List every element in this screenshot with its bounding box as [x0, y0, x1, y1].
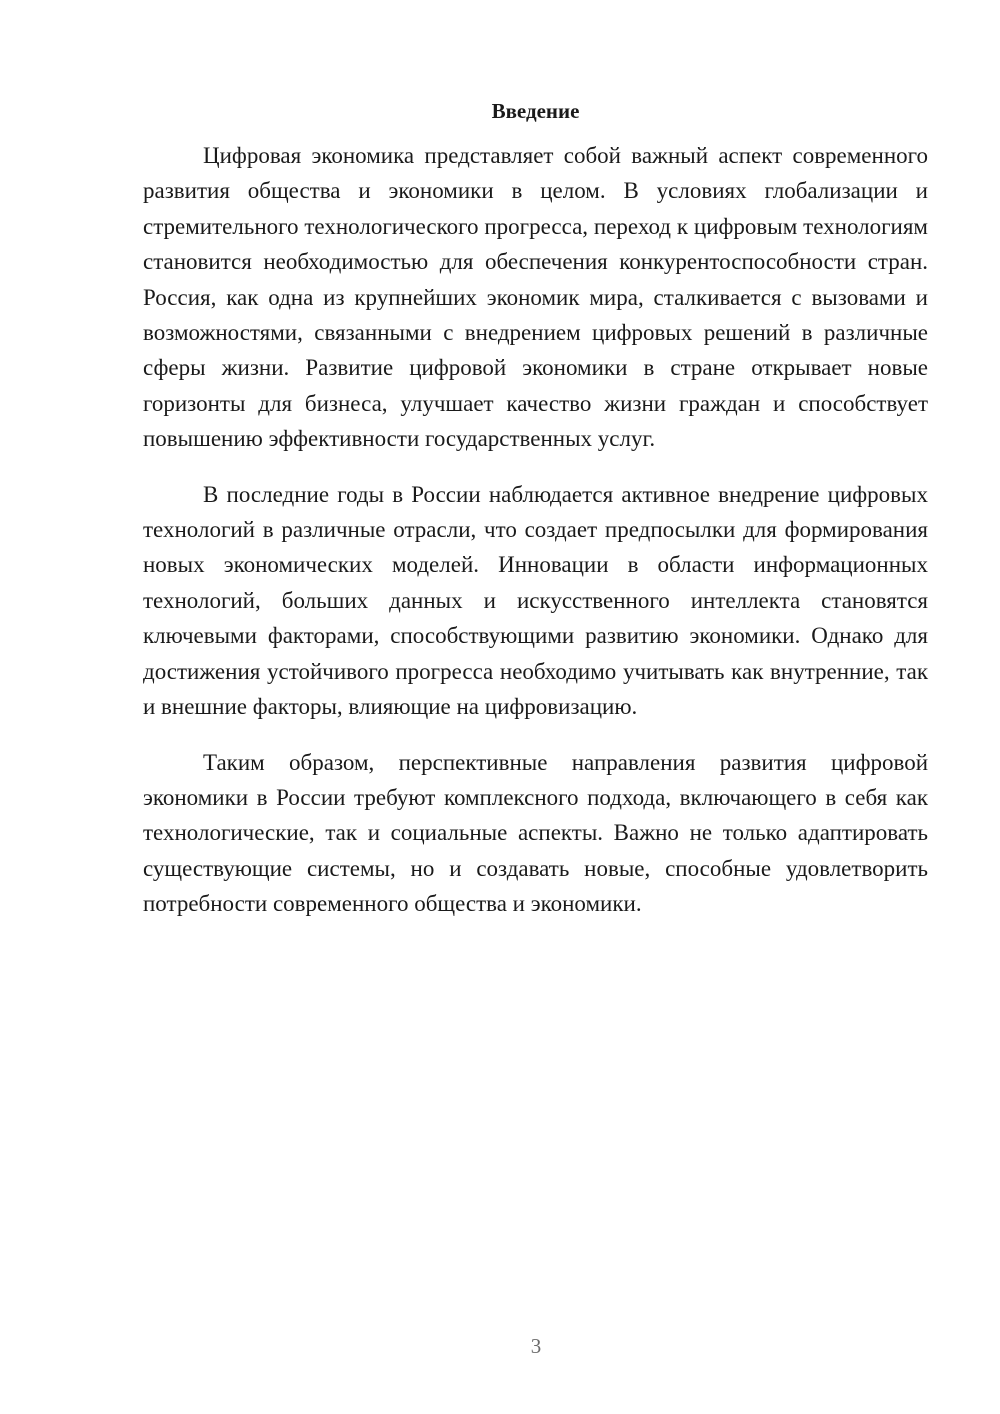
paragraph-2: В последние годы в России наблюдается активное внедрение цифровых технологий в различные отрасли, что создает предпосылки для формирования новых экономических моделей. Инновации в области информационных технологий, больших данных и искусственного интеллекта становятся ключевыми факторами, способствующими развитию экономики. Однако для достижения устойчивого прогресса необходимо учитывать как внутренние, так и внешние факторы, влияющие на цифровизацию.	[143, 481, 928, 720]
paragraph-3: Таким образом, перспективные направления развития цифровой экономики в России требуют комплексного подхода, включающего в себя как технологические, так и социальные аспекты. Важно не только адаптировать существующие системы, но и создавать новые, способные удовлетворить потребности современного общества и экономики.	[143, 749, 928, 917]
paragraph-1: Цифровая экономика представляет собой важный аспект современного развития общества и экономики в целом. В условиях глобализации и стремительного технологического прогресса, переход к цифровым технологиям становится необходимостью для обеспечения конкурентоспособности стран. Россия, как одна из крупнейших экономик мира, сталкивается с вызовами и возможностями, связанными с внедрением цифровых решений в различные сферы жизни. Развитие цифровой экономики в стране открывает новые горизонты для бизнеса, улучшает качество жизни граждан и способствует повышению эффективности государственных услуг.	[143, 143, 928, 452]
page-number: 3	[530, 1334, 542, 1358]
page-content	[143, 96, 928, 942]
section-title: Введение	[491, 99, 580, 123]
